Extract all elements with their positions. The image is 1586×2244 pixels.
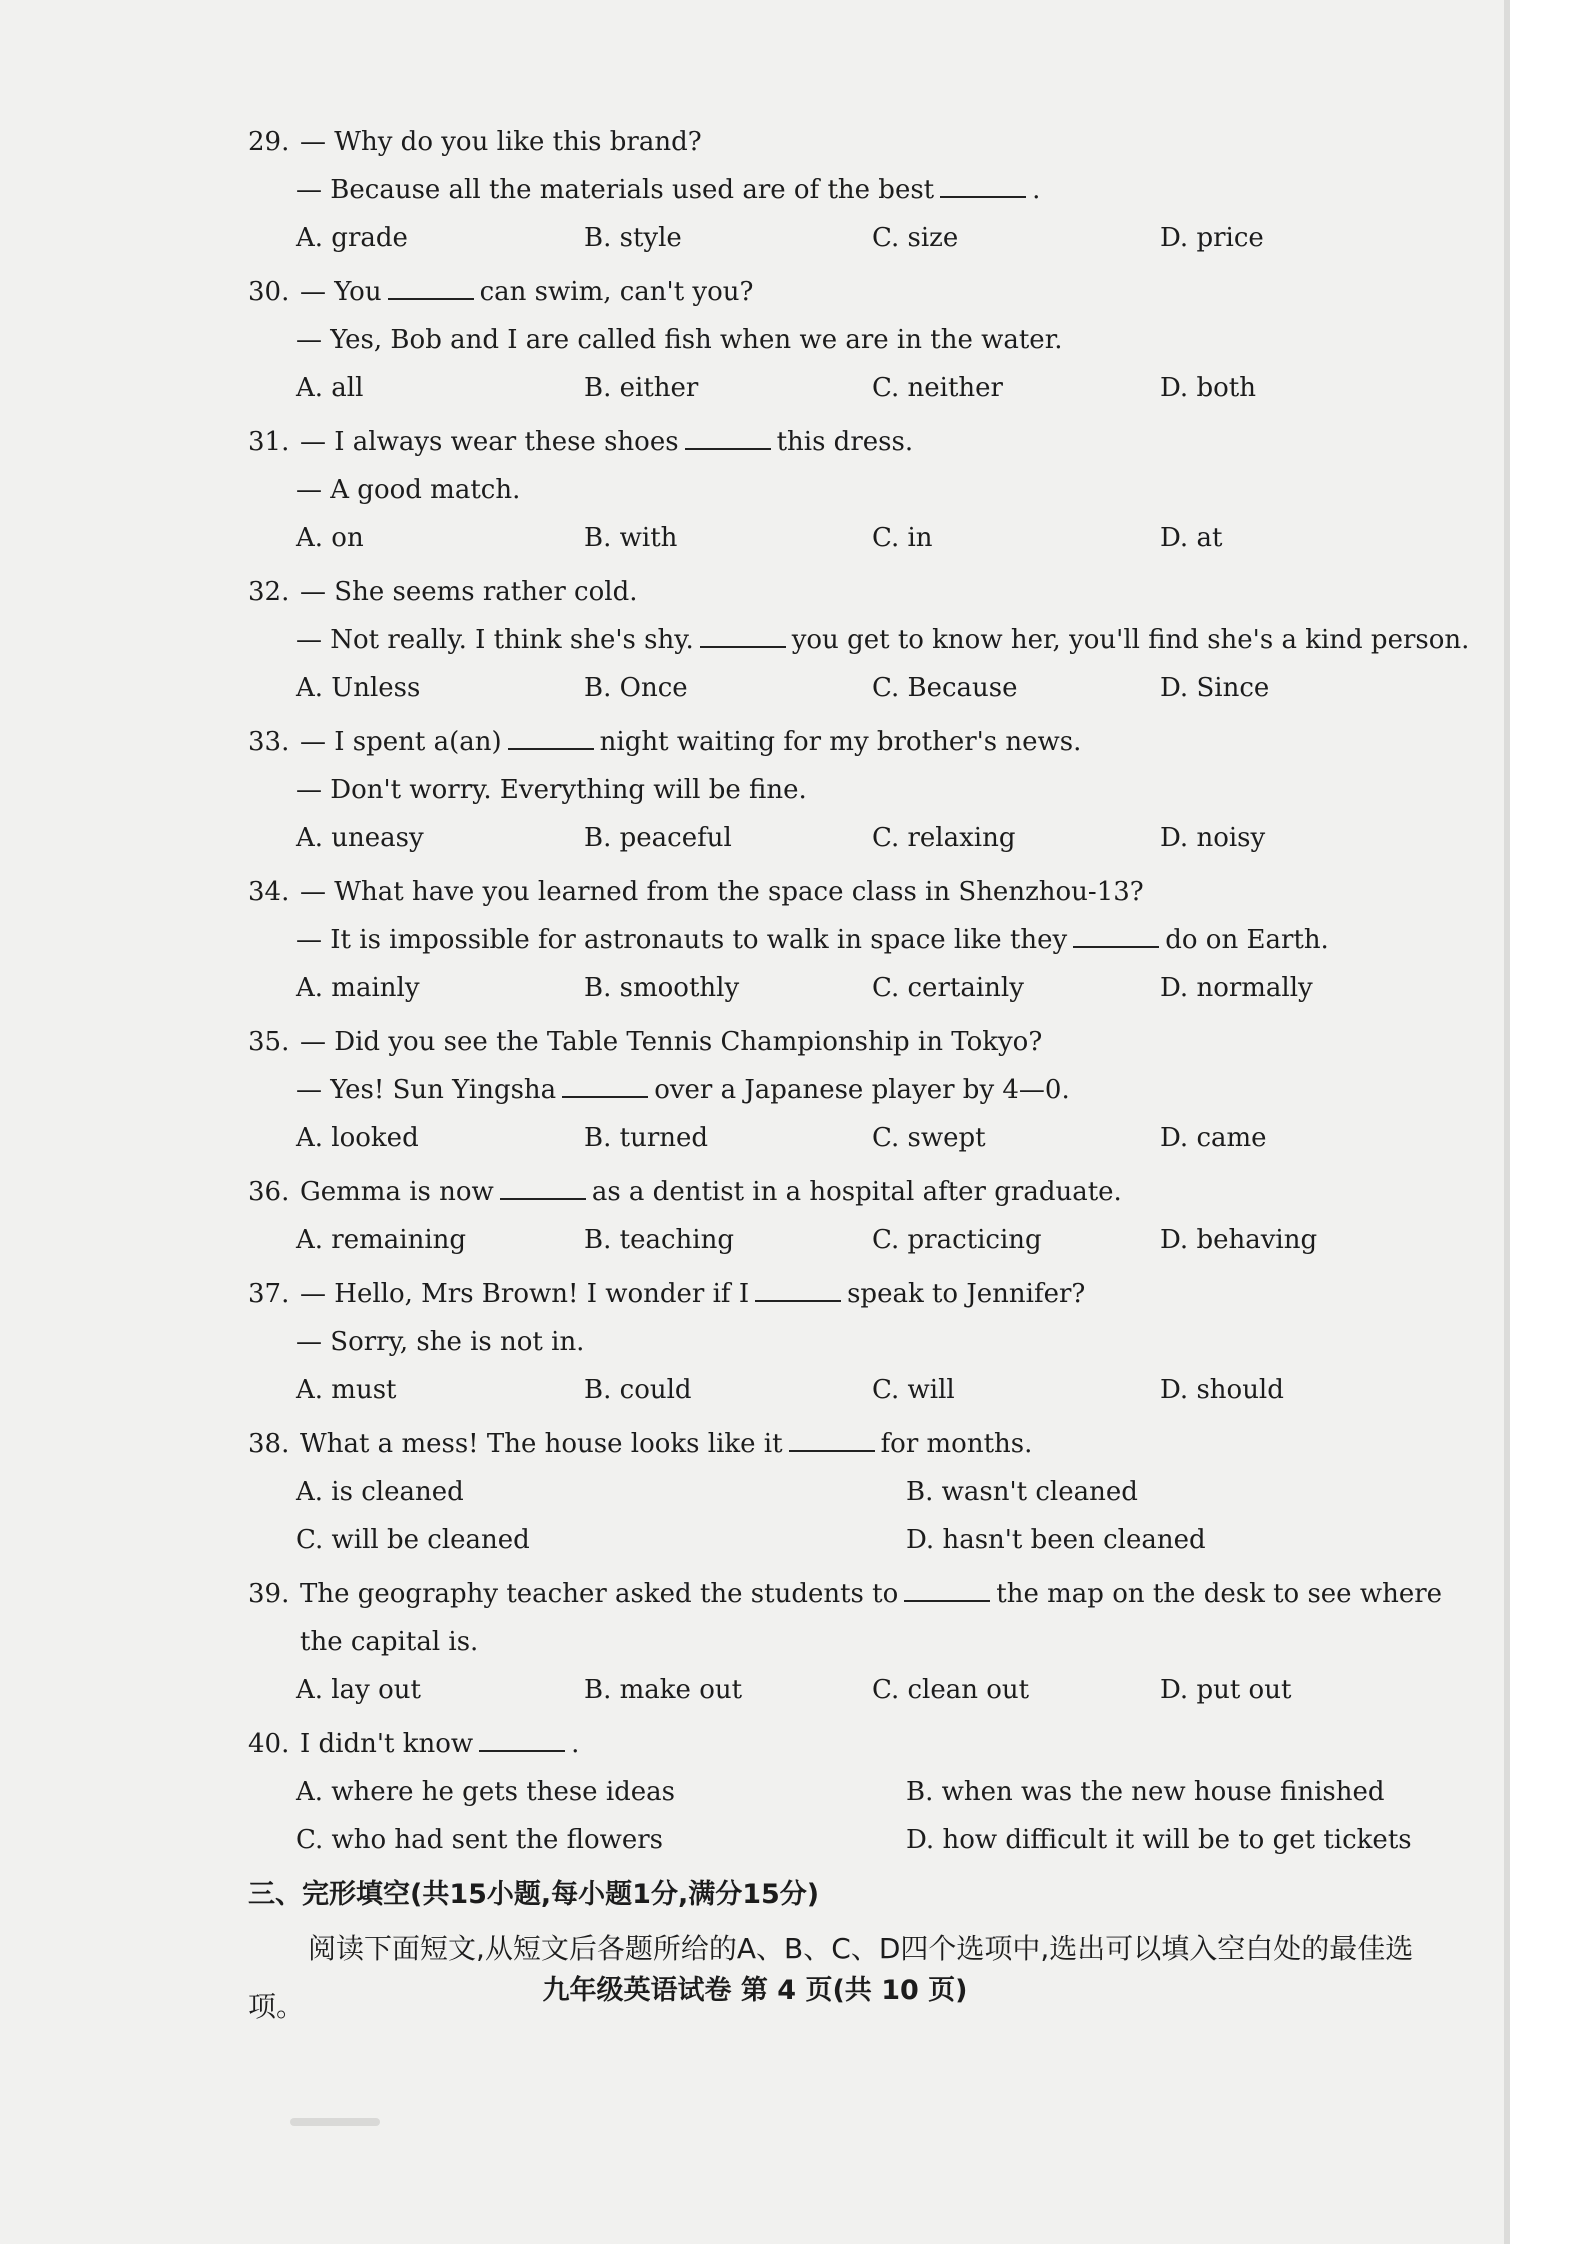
option-b: B. could: [584, 1375, 692, 1405]
answer-blank: [685, 448, 771, 450]
option-c: C. will be cleaned: [296, 1525, 530, 1555]
question-number: 36.: [248, 1177, 290, 1207]
option-c: C. relaxing: [872, 823, 1016, 853]
option-a: A. remaining: [296, 1225, 467, 1255]
question-stem: — Hello, Mrs Brown! I wonder if I: [300, 1279, 750, 1309]
option-c: C. certainly: [872, 973, 1024, 1003]
option-d: D. hasn't been cleaned: [906, 1525, 1206, 1555]
option-c: C. in: [872, 523, 933, 553]
option-row: [248, 964, 1448, 1012]
option-grid: [248, 1468, 1448, 1564]
question-number: 38.: [248, 1429, 290, 1459]
option-a: A. must: [296, 1375, 397, 1405]
question-stem: The geography teacher asked the students to: [300, 1579, 899, 1609]
reply-text: — Yes! Sun Yingsha: [296, 1075, 557, 1105]
option-b: B. when was the new house finished: [906, 1777, 1385, 1807]
option-d: D. should: [1160, 1375, 1284, 1405]
option-a: A. is cleaned: [296, 1477, 464, 1507]
reply-text: — Sorry, she is not in.: [296, 1327, 585, 1357]
option-d: D. normally: [1160, 973, 1313, 1003]
reply-text: — Because all the materials used are of the best: [296, 175, 935, 205]
question-36: [248, 1168, 1448, 1264]
section-instruction: 阅读下面短文,从短文后各题所给的A、B、C、D四个选项中,选出可以填入空白处的最佳选项。: [248, 1932, 1414, 2023]
option-a: A. mainly: [296, 973, 420, 1003]
option-row: [248, 214, 1448, 262]
option-row: [248, 1114, 1448, 1162]
option-row: [248, 1666, 1448, 1714]
option-a: A. looked: [296, 1123, 419, 1153]
option-a: A. on: [296, 523, 364, 553]
scan-smudge: [290, 2118, 380, 2126]
question-stem: — I always wear these shoes: [300, 427, 679, 457]
answer-blank: [700, 646, 786, 648]
option-grid: [248, 1768, 1448, 1864]
question-stem: — Why do you like this brand?: [300, 127, 702, 157]
reply-text: — Not really. I think she's shy.: [296, 625, 694, 655]
question-37: [248, 1270, 1448, 1414]
option-c: C. who had sent the flowers: [296, 1825, 664, 1855]
reply-text: — It is impossible for astronauts to walk in space like they: [296, 925, 1068, 955]
reply-text-after: do on Earth.: [1165, 925, 1329, 955]
option-d: D. came: [1160, 1123, 1267, 1153]
question-number: 39.: [248, 1579, 290, 1609]
question-stem: — Did you see the Table Tennis Championship in Tokyo?: [300, 1027, 1043, 1057]
option-b: B. make out: [584, 1675, 743, 1705]
answer-blank: [562, 1096, 648, 1098]
option-d: D. Since: [1160, 673, 1270, 703]
option-c: C. clean out: [872, 1675, 1030, 1705]
option-d: D. at: [1160, 523, 1223, 553]
answer-blank: [500, 1198, 586, 1200]
question-stem: I didn't know: [300, 1729, 474, 1759]
section-title: 三、完形填空(共15小题,每小题1分,满分15分): [248, 1879, 820, 1910]
option-d: D. noisy: [1160, 823, 1266, 853]
question-list: [248, 118, 1470, 2036]
question-stem-after: .: [571, 1729, 580, 1759]
answer-blank: [940, 196, 1026, 198]
question-29: [248, 118, 1448, 262]
reply-text-after: .: [1032, 175, 1041, 205]
question-number: 35.: [248, 1027, 290, 1057]
question-30: [248, 268, 1448, 412]
question-34: [248, 868, 1448, 1012]
question-stem-after: speak to Jennifer?: [847, 1279, 1086, 1309]
question-stem-continued: the capital is.: [300, 1627, 479, 1657]
option-c: C. swept: [872, 1123, 986, 1153]
reply-text: — Don't worry. Everything will be fine.: [296, 775, 807, 805]
option-d: D. put out: [1160, 1675, 1292, 1705]
reply-text-after: you get to know her, you'll find she's a kind person.: [791, 625, 1470, 655]
question-number: 37.: [248, 1279, 290, 1309]
option-a: A. grade: [296, 223, 408, 253]
option-b: B. Once: [584, 673, 688, 703]
option-b: B. style: [584, 223, 682, 253]
option-row: [248, 814, 1448, 862]
answer-blank: [508, 748, 594, 750]
option-b: B. either: [584, 373, 699, 403]
option-a: A. uneasy: [296, 823, 424, 853]
question-stem: — You: [300, 277, 382, 307]
option-a: A. lay out: [296, 1675, 421, 1705]
option-b: B. smoothly: [584, 973, 740, 1003]
answer-blank: [789, 1450, 875, 1452]
question-31: [248, 418, 1448, 562]
option-d: D. behaving: [1160, 1225, 1318, 1255]
question-number: 31.: [248, 427, 290, 457]
option-a: A. all: [296, 373, 364, 403]
option-b: B. with: [584, 523, 678, 553]
option-d: D. both: [1160, 373, 1256, 403]
question-39: [248, 1570, 1448, 1714]
option-c: C. Because: [872, 673, 1018, 703]
option-a: A. where he gets these ideas: [296, 1777, 676, 1807]
option-c: C. practicing: [872, 1225, 1042, 1255]
question-stem: Gemma is now: [300, 1177, 494, 1207]
answer-blank: [904, 1600, 990, 1602]
question-stem-after: for months.: [880, 1429, 1033, 1459]
question-number: 32.: [248, 577, 290, 607]
option-c: C. size: [872, 223, 959, 253]
option-row: [248, 664, 1448, 712]
question-stem: — What have you learned from the space class in Shenzhou-13?: [300, 877, 1144, 907]
option-c: C. will: [872, 1375, 955, 1405]
option-row: [248, 1366, 1448, 1414]
question-32: [248, 568, 1470, 712]
question-stem: — She seems rather cold.: [300, 577, 638, 607]
reply-text: — A good match.: [296, 475, 521, 505]
question-stem: — I spent a(an): [300, 727, 502, 757]
question-stem-after: can swim, can't you?: [479, 277, 754, 307]
question-number: 29.: [248, 127, 290, 157]
question-stem: What a mess! The house looks like it: [300, 1429, 783, 1459]
option-b: B. wasn't cleaned: [906, 1477, 1138, 1507]
option-row: [248, 1216, 1448, 1264]
reply-text-after: over a Japanese player by 4—0.: [654, 1075, 1070, 1105]
page-footer: 九年级英语试卷 第 4 页(共 10 页): [542, 1975, 968, 2006]
question-stem-after: this dress.: [776, 427, 914, 457]
option-row: [248, 364, 1448, 412]
answer-blank: [1073, 946, 1159, 948]
option-d: D. how difficult it will be to get tickets: [906, 1825, 1412, 1855]
option-b: B. peaceful: [584, 823, 732, 853]
question-number: 30.: [248, 277, 290, 307]
question-number: 40.: [248, 1729, 290, 1759]
answer-blank: [479, 1750, 565, 1752]
option-a: A. Unless: [296, 673, 421, 703]
reply-text: — Yes, Bob and I are called fish when we are in the water.: [296, 325, 1063, 355]
question-number: 33.: [248, 727, 290, 757]
question-number: 34.: [248, 877, 290, 907]
question-38: [248, 1420, 1448, 1564]
question-stem-after: night waiting for my brother's news.: [599, 727, 1082, 757]
question-35: [248, 1018, 1448, 1162]
answer-blank: [388, 298, 474, 300]
question-40: [248, 1720, 1448, 1864]
option-b: B. turned: [584, 1123, 709, 1153]
option-row: [248, 514, 1448, 562]
answer-blank: [755, 1300, 841, 1302]
option-c: C. neither: [872, 373, 1003, 403]
question-stem-after: the map on the desk to see where: [996, 1579, 1443, 1609]
option-b: B. teaching: [584, 1225, 734, 1255]
question-stem-after: as a dentist in a hospital after graduate.: [591, 1177, 1122, 1207]
question-33: [248, 718, 1448, 862]
option-d: D. price: [1160, 223, 1264, 253]
